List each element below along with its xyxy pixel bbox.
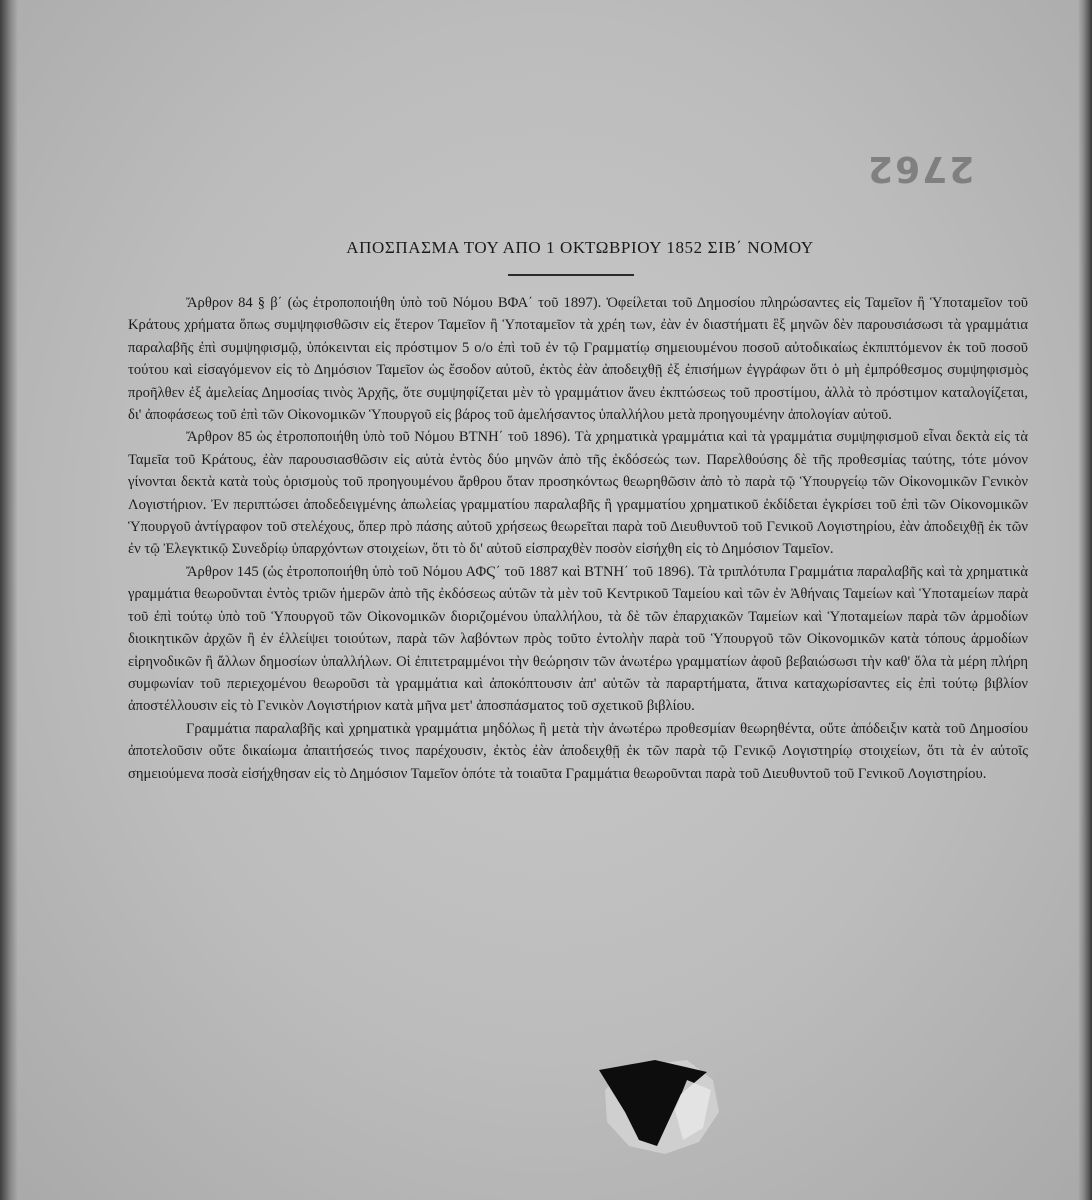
paragraph-article-84: Ἄρθρον 84 § β΄ (ὡς ἐτροποποιήθη ὑπὸ τοῦ Νόμου ΒΦΑ΄ τοῦ 1897). Ὀφείλεται τοῦ Δημοσίου πληρώσαντες εἰς Ταμεῖον ἢ Ὑποταμεῖον τοῦ Κράτους χρήματα ὅπως συμψηφισθῶσιν εἰς ἕτερον Ταμεῖον ἢ Ὑποταμεῖον τὰ χρέη των, ἐὰν ἐν διαστήματι ἓξ μηνῶν δὲν παρουσιάσωσι τὰ γραμμάτια παραλαβῆς ἐπὶ συμψηφισμῷ, ὑπόκεινται εἰς πρόστιμον 5 ο/ο ἐπὶ τοῦ ἐν τῷ Γραμματίῳ σημειουμένου ποσοῦ αὐτοδικαίως ἐκπιπτόμενον ἐκ τοῦ ποσοῦ τούτου καὶ εἰσαγόμενον εἰς τὸ Δημόσιον Ταμεῖον ὡς ἔσοδον αὐτοῦ, ἐκτὸς ἐὰν ἀποδειχθῇ ἐξ ἐπισήμων ἐγγράφων ὅτι ὁ μὴ ἐμπρόθεσμος συμψηφισμὸς προῆλθεν ἐξ ἀμελείας Δημοσίας τινὸς Ἀρχῆς, ὅτε συμψηφίζεται μὲν τὸ γραμμάτιον ἄνευ ἐκπτώσεως τοῦ προστίμου, ἀλλὰ τὸ πρόστιμον καταλογίζεται, δι' ἀποφάσεως τοῦ ἐπὶ τῶν Οἰκονομικῶν Ὑπουργοῦ εἰς βάρος τοῦ ἀμελήσαντος ὑπαλλήλου μετὰ προηγουμένην ἀπολογίαν αὐτοῦ. xyxy=(128,295,1028,424)
paragraph-article-85: Ἄρθρον 85 ὡς ἐτροποποιήθη ὑπὸ τοῦ Νόμου ΒΤΝΗ΄ τοῦ 1896). Τὰ χρηματικὰ γραμμάτια καὶ τὰ γραμμάτια συμψηφισμοῦ εἶναι δεκτὰ εἰς τὰ Ταμεῖα τοῦ Κράτους, ἐὰν παρουσιασθῶσιν εἰς αὐτὰ ἐντὸς δύο μηνῶν ἀπὸ τῆς ἐκδόσεώς των. Παρελθούσης δὲ τῆς προθεσμίας ταύτης, τότε μόνον γίνονται δεκτὰ κατὰ τοὺς ὁρισμοὺς τοῦ προηγουμένου ἄρθρου ὅταν προσηκόντως θεωρηθῶσιν ἀπὸ τὸ παρὰ τῷ Ὑπουργείῳ τῶν Οἰκονομικῶν Γενικὸν Λογιστήριον. Ἐν περιπτώσει ἀποδεδειγμένης ἀπωλείας γραμματίου παραλαβῆς ἢ γραμματίου χρηματικοῦ ἐκδίδεται ἐγκρίσει τοῦ ἐπὶ τῶν Οἰκονομικῶν Ὑπουργοῦ ἀντίγραφον τοῦ στελέχους, ὅπερ πρὸ πάσης αὐτοῦ χρήσεως θεωρεῖται παρὰ τοῦ Διευθυντοῦ τοῦ Γενικοῦ Λογιστηρίου, ἐὰν ἀποδειχθῇ ἐκ τῶν ἐν τῷ Ἐλεγκτικῷ Συνεδρίῳ ὑπαρχόντων στοιχείων, ὅτι τὸ δι' αὐτοῦ εἰσπραχθὲν ποσὸν εἰσήχθη εἰς τὸ Δημόσιον Ταμεῖον. xyxy=(128,429,1028,558)
page-left-edge-shadow xyxy=(0,0,18,1200)
paper-tear-hole xyxy=(595,1050,725,1160)
document-title: ΑΠΟΣΠΑΣΜΑ ΤΟΥ ΑΠΟ 1 ΟΚΤΩΒΡΙΟΥ 1852 ΣΙΒ΄ ΝΟΜΟΥ xyxy=(346,238,814,257)
archive-stamp-number: 2762 xyxy=(866,148,975,189)
paragraph-closing: Γραμμάτια παραλαβῆς καὶ χρηματικὰ γραμμάτια μηδόλως ἢ μετὰ τὴν ἀνωτέρω προθεσμίαν θεωρηθέντα, οὔτε ἀπόδειξιν κατὰ τοῦ Δημοσίου ἀποτελοῦσιν οὔτε δικαίωμα ἀπαιτήσεώς τινος παρέχουσιν, ἐκτὸς ἐὰν ἀποδειχθῇ ἐκ τῶν παρὰ τῷ Γενικῷ Λογιστηρίῳ στοιχείων, ὅτι τὰ ἐν αὐτοῖς σημειούμενα ποσὰ εἰσήχθησαν εἰς τὸ Δημόσιον Ταμεῖον ὁπότε τὰ τοιαῦτα Γραμμάτια θεωροῦνται παρὰ τοῦ Διευθυντοῦ τοῦ Γενικοῦ Λογιστηρίου. xyxy=(128,720,1028,782)
paragraph-article-145: Ἄρθρον 145 (ὡς ἐτροποποιήθη ὑπὸ τοῦ Νόμου ΑΦϚ΄ τοῦ 1887 καὶ ΒΤΝΗ΄ τοῦ 1896). Τὰ τριπλότυπα Γραμμάτια παραλαβῆς καὶ τὰ χρηματικὰ γραμμάτια θεωροῦνται ἐντὸς τριῶν ἡμερῶν ἀπὸ τῆς ἐκδόσεως αὐτῶν τὰ μὲν τοῦ Κεντρικοῦ Ταμείου καὶ τῶν ἐν Ἀθήναις Ταμείων καὶ Ὑποταμείων παρὰ τοῦ ἐπὶ τούτῳ ὑπὸ τοῦ Ὑπουργοῦ τῶν Οἰκονομικῶν διοριζομένου ὑπαλλήλου, τὰ δὲ τῶν ἐπαρχιακῶν Ταμείων καὶ Ὑποταμείων παρὰ τῶν ἁρμοδίων διοικητικῶν ἀρχῶν ἢ ἐν ἐλλείψει τοιούτων, παρὰ τῶν λαβόντων πρὸς τοῦτο ἐντολὴν παρὰ τοῦ Ὑπουργοῦ τῶν Οἰκονομικῶν κατὰ τόπους ἁρμοδίων εἰρηνοδικῶν ἢ ἄλλων δημοσίων ὑπαλλήλων. Οἱ ἐπιτετραμμένοι τὴν θεώρησιν τῶν ἀνωτέρω γραμματίων ἀφοῦ βεβαιώσωσι τὴν καθ' ὅλα τὰ μέρη πλήρη συμφωνίαν τοῦ περιεχομένου θεωροῦσι τὰ γραμμάτια καὶ ἀποκόπτουσιν ἀπ' αὐτῶν τὰ παραρτήματα, ἅτινα καταχωρίσαντες εἰς ἐπὶ τούτῳ βιβλίον ἀποστέλλουσιν εἰς τὸ Γενικὸν Λογιστήριον κατὰ μῆνα μετ' ἀποσπάσματος τοῦ σχετικοῦ βιβλίου. xyxy=(128,563,1028,715)
document-body xyxy=(128,292,1028,785)
page-right-edge-shadow xyxy=(1078,0,1092,1200)
title-underline-rule xyxy=(508,274,634,276)
